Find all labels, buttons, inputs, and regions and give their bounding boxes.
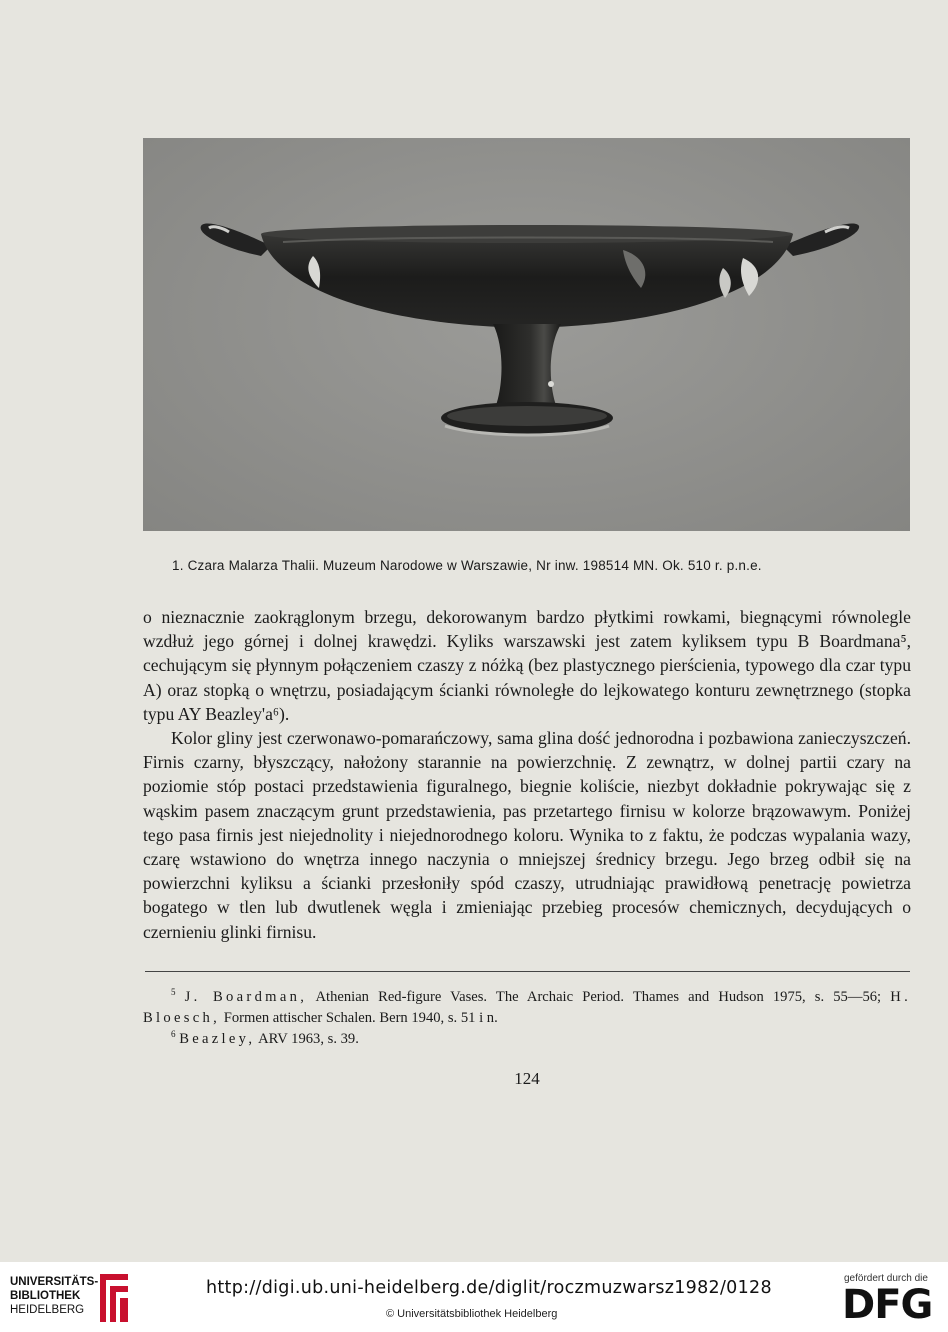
footnote-6 [143, 1029, 911, 1050]
library-name-line: HEIDELBERG [10, 1304, 85, 1316]
digitization-footer [0, 1262, 948, 1332]
library-name-line: UNIVERSITÄTS- [10, 1276, 99, 1288]
body-paragraph: Kolor gliny jest czerwonawo-pomarańczowy, sama glina dość jednorodna i pozbawiona zanieczyszczeń. Firnis czarny, błyszczący, nałożony starannie na powierzchnię. Z zewnątrz, w dolnej partii czary na poziomie stóp postaci przedstawienia figuralnego, biegnie koliście, niezbyt dokładnie pokrywając się z wąskim pasem znaczącym grunt przedstawienia, pas przetartego firnisu w kolorze brązowawym. Poniżej tego pasa firnis jest niejednolity i niejednorodnego koloru. Wynika to z faktu, że podczas wypalania wazy, czarę wstawiono do wnętrza innego naczynia o mniejszej średnicy brzegu. Jego brzeg odbił się na powierzchni kyliksu a ścianki przesłoniły spód czaszy, utrudniając prawidłową penetrację powietrza bogatego w tlen lub dwutlenek węgla i zmieniając przebieg procesów chemicznych, decydujących o czernieniu glinki firnisu. [143, 728, 911, 942]
footnote-text: Athenian Red-figure Vases. The Archaic Period. Thames and Hudson 1975, s. 55—56; [315, 989, 882, 1005]
footnote-mark: 6 [171, 1029, 176, 1040]
article-body [143, 605, 911, 944]
body-paragraph: o nieznacznie zaokrąglonym brzegu, dekorowanym bardzo płytkimi rowkami, biegnącymi równolegle wzdłuż jego górnej i dolnej krawędzi. Kyliks warszawski jest zatem kyliksem typu B Boardmana⁵, cechującym się płynnym połączeniem czaszy z nóżką (bez plastycznego pierścienia, typowego dla czar typu A) oraz stopką o wnętrzu, posiadającym ścianki równoległe do lejkowatego konturu zewnętrznego (stopka typu AY Beazley'a⁶). [143, 607, 911, 724]
footnote-author: J. Boardman, [184, 989, 308, 1005]
footnotes [143, 987, 911, 1050]
kylix-illustration [143, 138, 910, 531]
page-url-link[interactable]: http://digi.ub.uni-heidelberg.de/diglit/roczmuzwarsz1982/0128 [206, 1278, 772, 1298]
copyright-notice: © Universitätsbibliothek Heidelberg [386, 1308, 558, 1320]
dfg-logo: DFG [842, 1282, 933, 1328]
funded-by-label: gefördert durch die [844, 1273, 928, 1284]
footnote-text: Formen attischer Schalen. Bern 1940, s. 51 i n. [223, 1010, 498, 1026]
page-number: 124 [514, 1069, 540, 1088]
footnote-text: ARV 1963, s. 39. [258, 1031, 359, 1047]
figure-caption: 1. Czara Malarza Thalii. Muzeum Narodowe w Warszawie, Nr inw. 198514 MN. Ok. 510 r. p.n.e. [172, 558, 762, 573]
footnote-mark: 5 [171, 987, 176, 998]
kylix-photograph [143, 138, 910, 531]
footnote-5 [143, 987, 911, 1029]
library-name-line: BIBLIOTHEK [10, 1290, 81, 1302]
footnote-author: H. Bloesch, [143, 989, 912, 1026]
footnote-author: Beazley, [179, 1031, 256, 1047]
library-logo-icon [96, 1270, 132, 1326]
library-name [10, 1275, 98, 1317]
footnote-divider [145, 971, 910, 972]
